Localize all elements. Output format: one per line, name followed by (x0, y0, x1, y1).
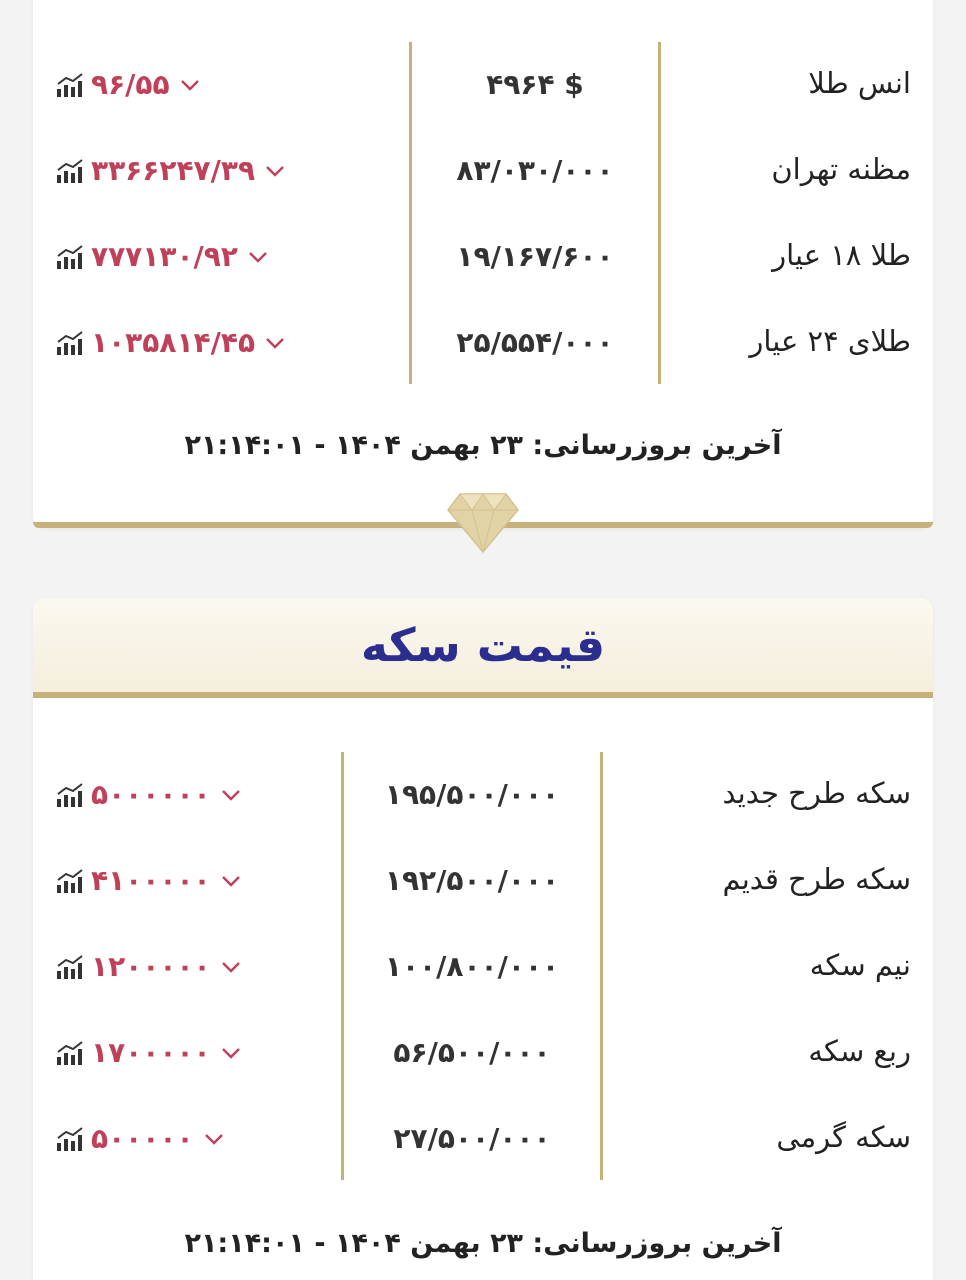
item-change[interactable] (55, 240, 268, 273)
item-change[interactable] (55, 326, 285, 359)
chevron-down-icon (204, 1132, 224, 1146)
item-name: نیم سکه (809, 948, 911, 982)
change-value: ۵۰۰۰۰۰۰ (91, 778, 211, 811)
item-name: مظنه تهران (771, 152, 911, 186)
price-row-old-coin (33, 862, 933, 902)
item-name: طلا ۱۸ عیار (772, 238, 911, 272)
chevron-down-icon (248, 250, 268, 264)
price-row-ounce-gold (33, 66, 933, 106)
price-row-new-coin (33, 776, 933, 816)
section-title: قیمت سکه (360, 618, 606, 672)
item-price: ۱۹۲/۵۰۰/۰۰۰ (384, 864, 560, 897)
item-change[interactable] (55, 864, 241, 897)
change-value: ۹۶/۵۵ (91, 68, 170, 101)
item-name: انس طلا (808, 66, 911, 100)
bar-chart-trend-icon (55, 1039, 85, 1067)
chevron-down-icon (221, 1046, 241, 1060)
chevron-down-icon (265, 336, 285, 350)
chevron-down-icon (221, 960, 241, 974)
price-row-quarter-coin (33, 1034, 933, 1074)
bar-chart-trend-icon (55, 781, 85, 809)
chevron-down-icon (221, 874, 241, 888)
price-row-gold-18k (33, 238, 933, 278)
change-value: ۴۱۰۰۰۰۰ (91, 864, 211, 897)
item-price: ۱۹۵/۵۰۰/۰۰۰ (384, 778, 560, 811)
item-name: طلای ۲۴ عیار (749, 324, 911, 358)
bar-chart-trend-icon (55, 243, 85, 271)
chevron-down-icon (265, 164, 285, 178)
item-price: ۲۷/۵۰۰/۰۰۰ (393, 1122, 551, 1155)
change-value: ۵۰۰۰۰۰ (91, 1122, 194, 1155)
price-row-tehran-mazneh (33, 152, 933, 192)
change-value: ۷۷۷۱۳۰/۹۲ (91, 240, 238, 273)
item-price: ۸۳/۰۳۰/۰۰۰ (456, 154, 614, 187)
bar-chart-trend-icon (55, 157, 85, 185)
item-price: ۲۵/۵۵۴/۰۰۰ (456, 326, 614, 359)
item-change[interactable] (55, 950, 241, 983)
change-value: ۱۲۰۰۰۰۰ (91, 950, 211, 983)
price-row-gold-24k (33, 324, 933, 364)
bar-chart-trend-icon (55, 953, 85, 981)
change-value: ۳۳۶۶۲۴۷/۳۹ (91, 154, 256, 187)
item-name: سکه طرح قدیم (722, 862, 911, 896)
chevron-down-icon (221, 788, 241, 802)
section-header (33, 598, 933, 698)
last-update-text: آخرین بروزرسانی: ۲۳ بهمن ۱۴۰۴ - ۲۱:۱۴:۰۱ (184, 1228, 782, 1259)
item-name: سکه گرمی (776, 1120, 911, 1154)
item-name: ربع سکه (808, 1034, 911, 1068)
item-price: ۴۹۶۴ $ (486, 68, 584, 101)
change-value: ۱۷۰۰۰۰۰ (91, 1036, 211, 1069)
item-change[interactable] (55, 1122, 224, 1155)
item-price: ۱۰۰/۸۰۰/۰۰۰ (384, 950, 560, 983)
item-change[interactable] (55, 154, 285, 187)
item-name: سکه طرح جدید (722, 776, 911, 810)
bar-chart-trend-icon (55, 329, 85, 357)
price-row-gram-coin (33, 1120, 933, 1160)
gold-price-card (33, 0, 933, 528)
item-change[interactable] (55, 778, 241, 811)
item-price: ۱۹/۱۶۷/۶۰۰ (456, 240, 614, 273)
last-update-text: آخرین بروزرسانی: ۲۳ بهمن ۱۴۰۴ - ۲۱:۱۴:۰۱ (184, 430, 782, 461)
bar-chart-trend-icon (55, 1125, 85, 1153)
coin-price-card (33, 598, 933, 1280)
bar-chart-trend-icon (55, 71, 85, 99)
item-change[interactable] (55, 68, 200, 101)
chevron-down-icon (180, 78, 200, 92)
change-value: ۱۰۳۵۸۱۴/۴۵ (91, 326, 256, 359)
price-row-half-coin (33, 948, 933, 988)
item-price: ۵۶/۵۰۰/۰۰۰ (393, 1036, 551, 1069)
diamond-icon (446, 490, 520, 554)
bar-chart-trend-icon (55, 867, 85, 895)
item-change[interactable] (55, 1036, 241, 1069)
